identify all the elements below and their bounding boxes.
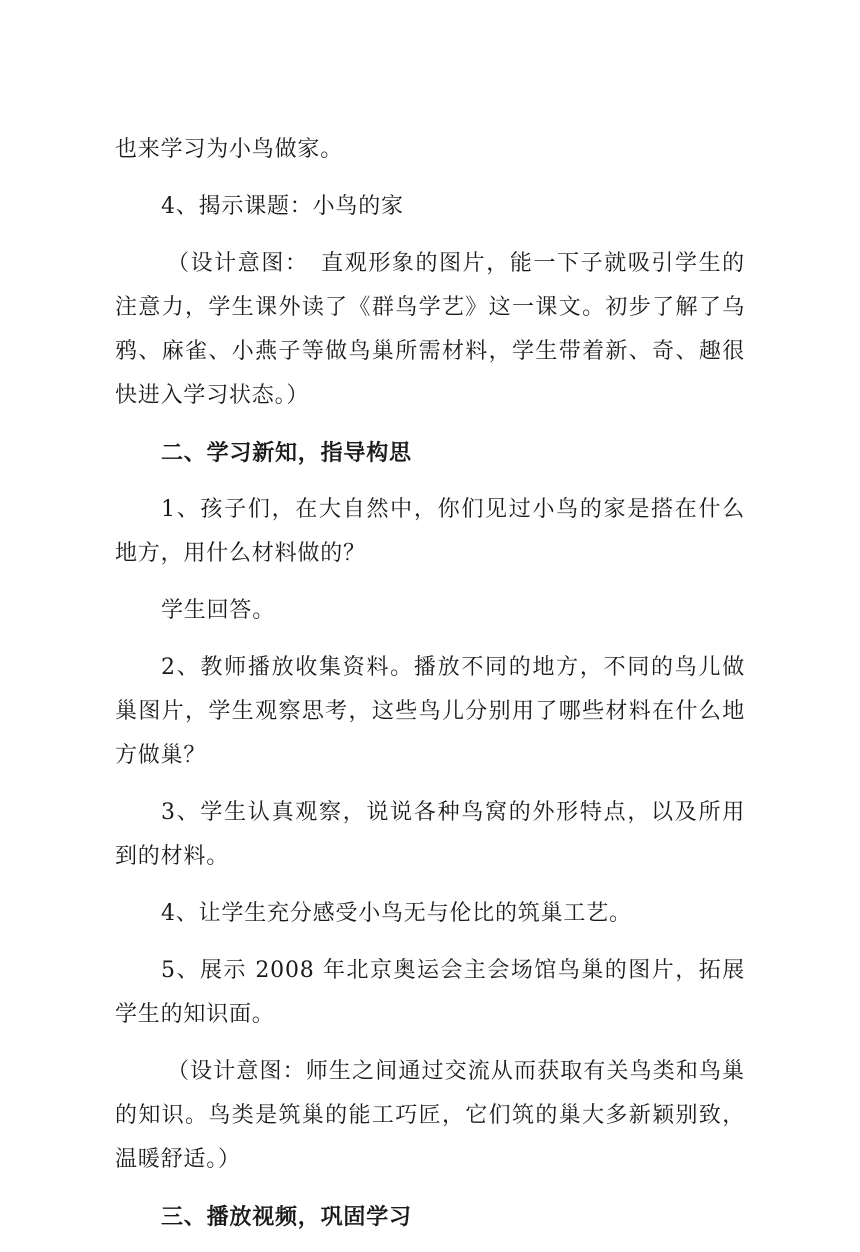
section-heading-3: 三、播放视频，巩固学习: [161, 1204, 412, 1230]
paragraph-continuation: 也来学习为小鸟做家。: [115, 137, 344, 162]
paragraph-design-intent-2: （设计意图：师生之间通过交流从而获取有关鸟类和鸟巢的知识。鸟类是筑巢的能工巧匠，它们筑的巢大多新颖别致，温暖舒适。）: [115, 1059, 745, 1172]
paragraph-step-2: 2、教师播放收集资料。播放不同的地方，不同的鸟儿做巢图片，学生观察思考，这些鸟儿分别用了哪些材料在什么地方做巢？: [115, 655, 745, 768]
paragraph-design-intent-1: （设计意图： 直观形象的图片，能一下子就吸引学生的注意力，学生课外读了《群鸟学艺》这一课文。初步了解了乌鸦、麻雀、小燕子等做鸟巢所需材料，学生带着新、奇、趣很快进入学习状态。）: [115, 251, 745, 408]
paragraph-reveal-topic: 4、揭示课题：小鸟的家: [161, 194, 404, 219]
paragraph-step-4: 4、让学生充分感受小鸟无与伦比的筑巢工艺。: [161, 901, 632, 926]
document-body: [115, 128, 745, 1252]
paragraph-students-answer: 学生回答。: [161, 598, 276, 623]
paragraph-question-1: 1、孩子们，在大自然中，你们见过小鸟的家是搭在什么地方，用什么材料做的？: [115, 497, 745, 566]
section-heading-2: 二、学习新知，指导构思: [161, 440, 412, 466]
paragraph-step-5: 5、展示 2008 年北京奥运会主会场馆鸟巢的图片，拓展学生的知识面。: [115, 958, 745, 1027]
paragraph-step-3: 3、学生认真观察，说说各种鸟窝的外形特点，以及所用到的材料。: [115, 800, 745, 869]
